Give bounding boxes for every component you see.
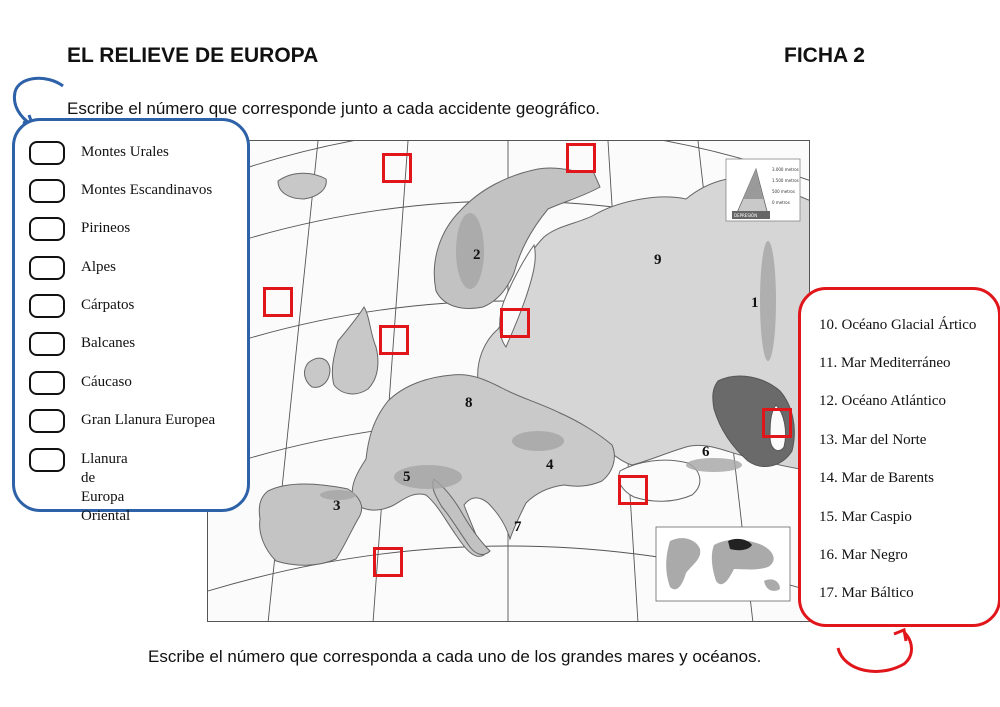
caucasus-shading [686, 458, 742, 472]
instruction-top: Escribe el número que corresponde junto a cada accidente geográfico. [67, 99, 601, 118]
relief-label: Pirineos [81, 220, 131, 236]
map-drawing [208, 141, 810, 622]
answer-box[interactable] [379, 325, 409, 355]
ireland-land [305, 358, 330, 387]
relief-label: Montes Urales [81, 144, 169, 160]
answer-box[interactable] [373, 547, 403, 577]
iceland-land [278, 173, 326, 199]
answer-input-box[interactable] [29, 294, 65, 318]
seas-oceans-panel [798, 287, 1000, 627]
answer-box[interactable] [762, 408, 792, 438]
curved-arrow-icon [834, 624, 918, 680]
answer-input-box[interactable] [29, 141, 65, 165]
sea-list-item: 15. Mar Caspio [819, 509, 912, 525]
legend-label: DEPRESIÓN [734, 213, 758, 218]
page-title: EL RELIEVE DE EUROPA [67, 44, 319, 67]
answer-input-box[interactable] [29, 179, 65, 203]
relief-label: Montes Escandinavos [81, 182, 213, 198]
map-number-label: 8 [465, 395, 473, 411]
relief-label: Gran Llanura Europea [81, 412, 216, 428]
legend-label: 0 metros [772, 200, 790, 205]
answer-input-box[interactable] [29, 409, 65, 433]
map-number-label: 5 [403, 469, 411, 485]
sea-list-item: 13. Mar del Norte [819, 432, 927, 448]
carpathians-shading [512, 431, 564, 451]
relief-label: Balcanes [81, 335, 136, 351]
sea-list-item: 11. Mar Mediterráneo [819, 355, 951, 371]
answer-input-box[interactable] [29, 217, 65, 241]
british-isles-land [332, 307, 378, 394]
map-number-label: 1 [751, 295, 759, 311]
answer-input-box[interactable] [29, 332, 65, 356]
sea-list-item: 14. Mar de Barents [819, 470, 934, 486]
sea-list-item: 17. Mar Báltico [819, 585, 914, 601]
sea-list-item: 12. Océano Atlántico [819, 393, 947, 409]
worksheet-number: FICHA 2 [784, 44, 865, 67]
answer-box[interactable] [618, 475, 648, 505]
relief-label: Llanura de Europa Oriental [81, 451, 131, 524]
legend-label: 1.500 metros [772, 178, 799, 183]
relief-features-panel [12, 118, 250, 524]
answer-box[interactable] [500, 308, 530, 338]
relief-label: Cárpatos [81, 297, 135, 313]
map-number-label: 6 [702, 444, 710, 460]
map-number-label: 9 [654, 252, 662, 268]
relief-label: Cáucaso [81, 374, 132, 390]
map-number-label: 2 [473, 247, 481, 263]
urals-shading [760, 241, 776, 361]
answer-box[interactable] [263, 287, 293, 317]
sea-list-item: 10. Océano Glacial Ártico [819, 317, 977, 333]
map-number-label: 7 [514, 519, 522, 535]
answer-box[interactable] [382, 153, 412, 183]
legend-label: 500 metros [772, 189, 795, 194]
answer-box[interactable] [566, 143, 596, 173]
legend-label: 3.000 metros [772, 167, 799, 172]
answer-input-box[interactable] [29, 448, 65, 472]
relief-label: Alpes [81, 259, 116, 275]
answer-input-box[interactable] [29, 371, 65, 395]
instruction-bottom: Escribe el número que corresponda a cada uno de los grandes mares y océanos. [148, 647, 762, 666]
world-inset-map [656, 527, 790, 601]
answer-input-box[interactable] [29, 256, 65, 280]
sea-list-item: 16. Mar Negro [819, 547, 908, 563]
map-number-label: 3 [333, 498, 341, 514]
map-number-label: 4 [546, 457, 554, 473]
europe-relief-map [207, 140, 810, 622]
